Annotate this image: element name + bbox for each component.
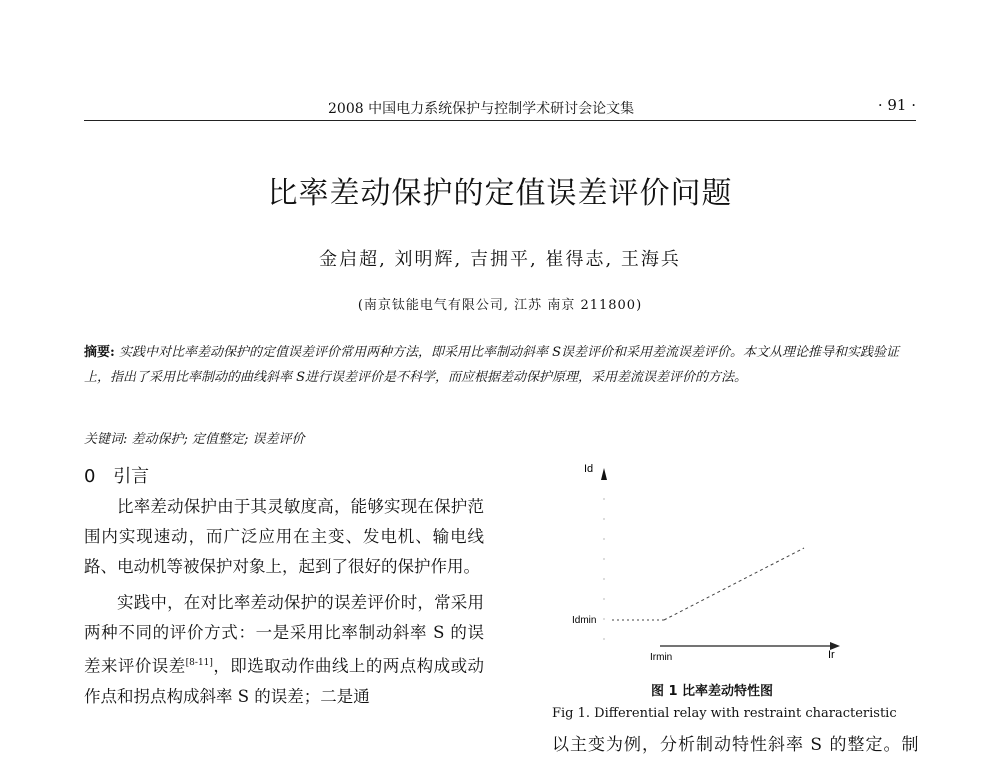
- restraint-slope-line: [664, 548, 804, 620]
- keywords: 关键词: 差动保护; 定值整定; 误差评价: [84, 432, 305, 447]
- section-title: 引言: [113, 466, 150, 487]
- body-right-column: 以主变为例，分析制动特性斜率 S 的整定。制: [552, 735, 920, 755]
- paragraph: [84, 588, 484, 712]
- paragraph-text: 实践中，在对比率差动保护的误差评价时，常采用两种不同的评价方式：一是采用比率制动斜率 S 的误差来评价误差: [84, 593, 484, 676]
- abstract-text: 实践中对比率差动保护的定值误差评价常用两种方法，即采用比率制动斜率 S误差评价和采用差流误差评价。本文从理论推导和实践验证上，指出了采用比率制动的曲线斜率 S进行误差评价是不科学，而应根据差动保护原理，采用差流误差评价的方法。: [84, 345, 899, 385]
- abstract: [84, 340, 916, 390]
- header-rule: [84, 120, 916, 121]
- x-axis-label: Ir: [828, 649, 835, 661]
- authors: 金启超, 刘明辉, 吉拥平, 崔得志, 王海兵: [319, 249, 681, 270]
- section-number: 0: [84, 466, 96, 487]
- page-number: · 91 ·: [877, 96, 916, 114]
- paragraph: 比率差动保护由于其灵敏度高，能够实现在保护范围内实现速动，而广泛应用在主变、发电机、输电线路、电动机等被保护对象上，起到了很好的保护作用。: [84, 497, 484, 576]
- knee-x-label: Irmin: [650, 652, 673, 663]
- y-axis-arrow-icon: [601, 468, 607, 480]
- abstract-label: 摘要:: [84, 345, 115, 360]
- affiliation: (南京钛能电气有限公司, 江苏 南京 211800): [357, 298, 643, 313]
- figure-differential-characteristic: [560, 460, 890, 680]
- y-axis-label: Id: [584, 463, 594, 475]
- figure-caption-cn: 图 1 比率差动特性图: [650, 684, 774, 699]
- body-left-column: [84, 492, 484, 718]
- citation: [8-11]: [185, 658, 213, 668]
- knee-y-label: Idmin: [572, 615, 597, 626]
- article-title: 比率差动保护的定值误差评价问题: [267, 176, 733, 211]
- figure-caption-en: Fig 1. Differential relay with restraint characteristic: [552, 706, 897, 721]
- section-heading: [84, 462, 149, 488]
- running-title: 2008 中国电力系统保护与控制学术研讨会论文集: [328, 101, 635, 117]
- paragraph-text: ，即选取动作曲线上的两点构成或动作点和拐点构成斜率 S 的误差；二是通: [84, 656, 485, 706]
- running-header: [84, 96, 916, 120]
